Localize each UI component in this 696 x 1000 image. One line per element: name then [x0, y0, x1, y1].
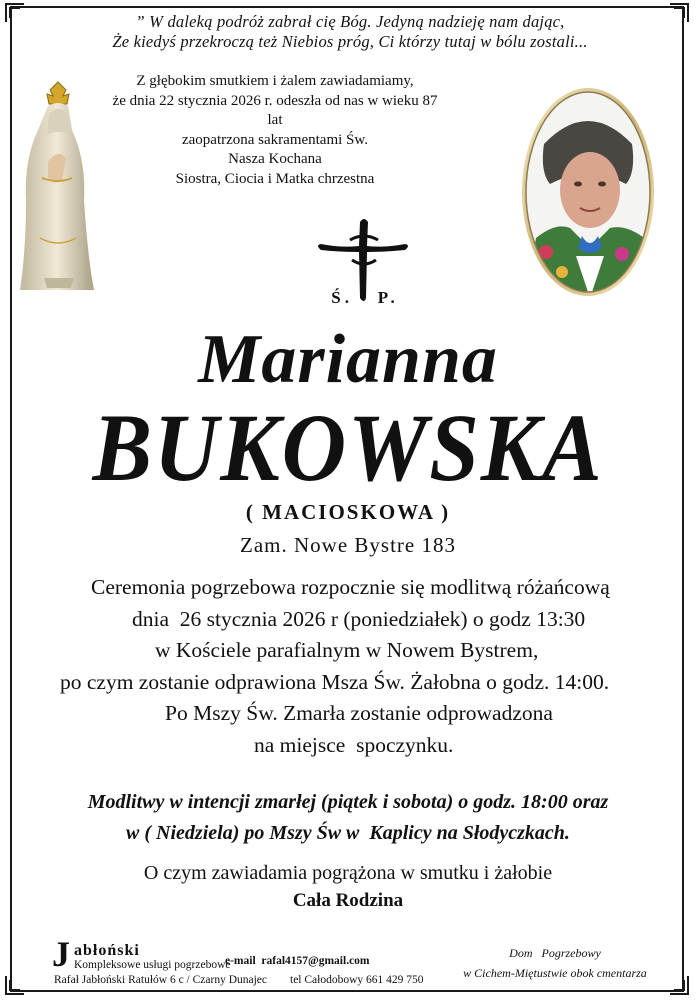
ceremony-line-4: po czym zostanie odprawiona Msza Św. Żałobna o godz. 14:00.	[60, 669, 610, 694]
prayer-line-1: Modlitwy w intencji zmarłej (piątek i sobota) o godz. 18:00 oraz	[87, 791, 609, 813]
deceased-address: Zam. Nowe Bystre 183	[240, 533, 456, 557]
ceremony-line-2: dnia 26 stycznia 2026 r (poniedziałek) o godz 13:30	[132, 606, 586, 631]
prayer-info	[0, 787, 696, 849]
email-address: rafal4157@gmail.com	[261, 955, 370, 967]
intro-line-5: Siostra, Ciocia i Matka chrzestna	[175, 170, 375, 187]
ceremony-line-1: Ceremonia pogrzebowa rozpocznie się modlitwą różańcową	[91, 575, 610, 599]
intro-line-1: Z głębokim smutkiem i żalem zawiadamiamy,	[136, 73, 414, 89]
intro-line-3: zaopatrzona sakramentami Św.	[181, 131, 369, 148]
email-label: e-mail	[225, 955, 256, 967]
deceased-surname: BUKOWSKA	[92, 394, 604, 501]
corner-ornament-bottom-right	[668, 974, 690, 996]
funeral-home-phone: tel Całodobowy 661 429 750	[290, 974, 424, 986]
family-signature: Cała Rodzina	[292, 890, 404, 911]
prayer-line-2: w ( Niedziela) po Mszy Św w Kaplicy na Słodyczkach.	[126, 822, 570, 844]
deceased-portrait-photo	[520, 86, 656, 298]
ceremony-line-3: w Kościele parafialnym w Nowem Bystrem,	[155, 638, 539, 662]
ceremony-details	[0, 572, 696, 761]
madonna-statue-image	[18, 78, 96, 296]
corner-ornament-top-right	[668, 2, 690, 24]
deceased-first-name: Marianna	[198, 321, 498, 398]
corner-ornament-top-left	[4, 2, 26, 24]
funeral-home-address: Rafał Jabłoński Ratułów 6 c / Czarny Dunajec	[54, 974, 268, 986]
funeral-home-location: w Cichem-Miętustwie obok cmentarza	[463, 966, 647, 980]
corner-ornament-bottom-left	[4, 974, 26, 996]
funeral-home-services: Kompleksowe usługi pogrzebowe	[74, 959, 231, 971]
sp-abbreviation: Ś. P.	[331, 288, 399, 307]
poem-line-1: ” W daleką podróż zabrał cię Bóg. Jedyną nadzieję nam dając,	[135, 12, 565, 31]
deceased-maiden-name: ( MACIOSKOWA )	[245, 500, 451, 524]
funeral-home-logo-initial: J	[52, 934, 70, 974]
funeral-home-logo-name: abłoński	[74, 942, 140, 959]
funeral-home-email	[225, 955, 370, 967]
notify-line: O czym zawiadamia pogrążona w smutku i żałobie	[143, 862, 553, 884]
poem-line-2: Że kiedyś przekroczą też Niebios próg, Ci którzy tutaj w bólu zostali...	[112, 32, 588, 51]
funeral-home-label: Dom Pogrzebowy	[509, 946, 601, 960]
intro-line-2: że dnia 22 stycznia 2026 r. odeszła od nas w wieku 87 lat	[112, 92, 438, 128]
intro-line-4: Nasza Kochana	[228, 151, 322, 167]
announcement-intro	[110, 72, 440, 189]
ceremony-line-5: Po Mszy Św. Zmarła zostanie odprowadzona	[165, 701, 553, 725]
ceremony-line-6: na miejsce spoczynku.	[254, 732, 454, 757]
poem	[30, 12, 670, 52]
